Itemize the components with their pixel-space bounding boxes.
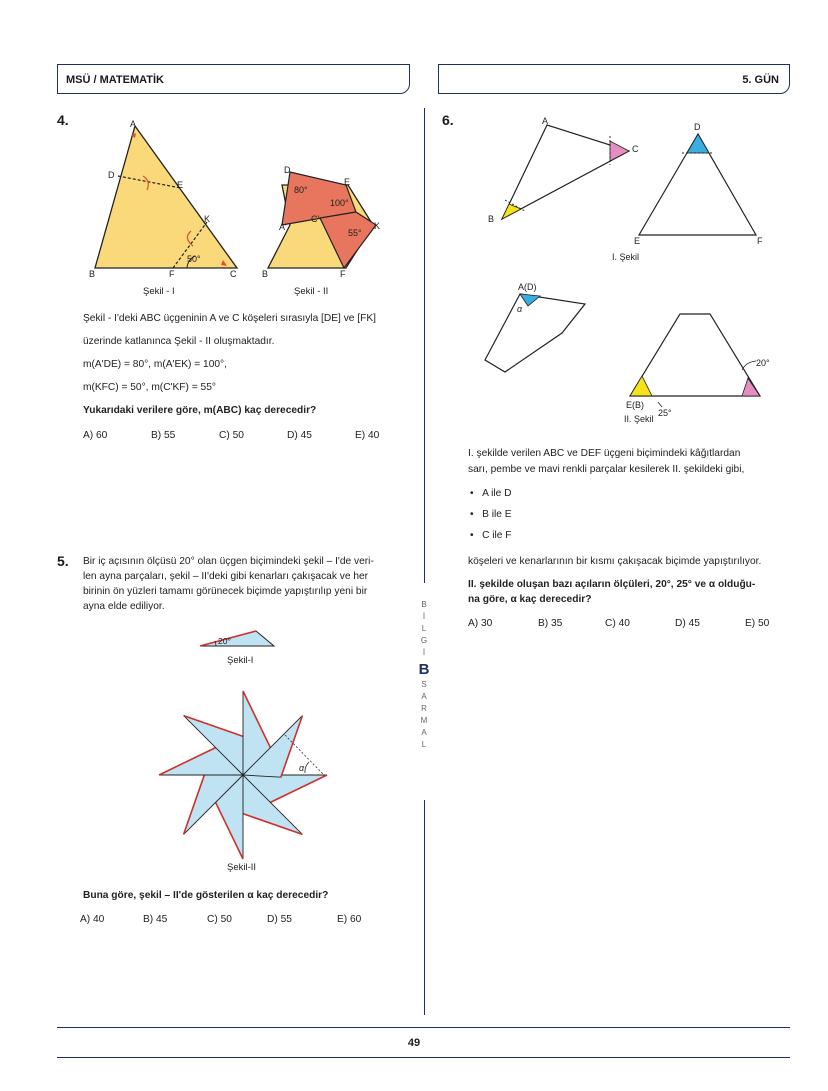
- q5-figure-2: [155, 690, 330, 860]
- q4-option-a[interactable]: A) 60: [83, 430, 108, 441]
- q4-fig2-caption: Şekil - II: [294, 286, 329, 297]
- q6-f1-label-f: F: [757, 236, 763, 246]
- q6-hexagon: [630, 314, 760, 396]
- q6-f1-label-a: A: [542, 116, 549, 126]
- q4-f1-label-b: B: [89, 269, 96, 279]
- q6-figure-1: [484, 114, 774, 266]
- q6-option-b[interactable]: B) 35: [538, 618, 563, 629]
- column-divider-top: [424, 108, 425, 583]
- q6-bullet-3: • C ile F: [470, 530, 512, 541]
- brand-letter: S: [421, 680, 427, 689]
- q6-f2-angle-25: 25°: [658, 408, 672, 418]
- q5-number: 5.: [57, 553, 69, 569]
- q5-star: [159, 691, 327, 859]
- q6-text-line2: sarı, pembe ve mavi renkli parçalar kesilerek II. şekildeki gibi,: [468, 464, 745, 475]
- q5-option-d[interactable]: D) 55: [267, 914, 292, 925]
- q6-number: 6.: [442, 112, 454, 128]
- q4-f1-angle: 50°: [187, 254, 201, 264]
- q6-blue-shape: [485, 294, 585, 372]
- q6-f2-label-ad: A(D): [518, 282, 537, 292]
- q4-text-line4: m(KFC) = 50°, m(C'KF) = 55°: [83, 382, 216, 393]
- q4-f2-angle-100: 100°: [330, 198, 349, 208]
- q6-option-d[interactable]: D) 45: [675, 618, 700, 629]
- q6-bullet-3-text: C ile F: [482, 530, 512, 541]
- brand-letter: İ: [422, 648, 426, 657]
- header-right-title: 5. GÜN: [742, 74, 779, 86]
- q6-question-line1: II. şekilde oluşan bazı açıların ölçüleri, 20°, 25° ve α olduğu-: [468, 579, 756, 590]
- q6-option-c[interactable]: C) 40: [605, 618, 630, 629]
- q4-f2-label-k: K: [374, 221, 381, 231]
- q4-fig1-caption: Şekil - I: [143, 286, 175, 297]
- q4-f1-label-k: K: [204, 214, 211, 224]
- q6-bullet-2-text: B ile E: [482, 509, 512, 520]
- q6-arrow-25: [658, 402, 662, 407]
- q5-f1-angle: 20°: [218, 636, 231, 646]
- q4-f1-label-a: A: [130, 119, 137, 129]
- q5-text-line1: Bir iç açısının ölçüsü 20° olan üçgen biçimindeki şekil – I'de veri-: [83, 556, 374, 567]
- q6-f2-angle-20: 20°: [756, 358, 770, 368]
- q4-f1-label-c: C: [230, 269, 237, 279]
- q4-text-line3: m(A'DE) = 80°, m(A'EK) = 100°,: [83, 359, 227, 370]
- q6-pink-corner: [610, 141, 629, 161]
- q4-option-d[interactable]: D) 45: [287, 430, 312, 441]
- header-left-box: [57, 64, 410, 94]
- brand-letter: A: [421, 692, 427, 701]
- footer-line-bottom: [57, 1057, 790, 1058]
- q5-alpha-arc: [305, 762, 309, 773]
- brand-letter: L: [421, 740, 427, 749]
- brand-letter: G: [420, 636, 428, 645]
- q4-f2-label-f: F: [340, 269, 346, 279]
- q5-text-line2: len ayna parçaları, şekil – II'deki gibi kenarları çakışacak ve her: [83, 571, 369, 582]
- q6-question-line2: na göre, α kaç derecedir?: [468, 594, 592, 605]
- q5-option-c[interactable]: C) 50: [207, 914, 232, 925]
- q4-f1-label-d: D: [108, 170, 115, 180]
- q4-options: [83, 430, 379, 441]
- page-number: 49: [407, 1037, 421, 1049]
- q5-text-line3: birinin ön yüzleri tamamı görünecek biçimde yapıştırılıp yeni bir: [83, 586, 368, 597]
- q6-text-line3: köşeleri ve kenarlarının bir kısmı çakışacak biçimde yapıştırılıyor.: [468, 556, 762, 567]
- brand-letter: A: [421, 728, 427, 737]
- q4-option-b[interactable]: B) 55: [151, 430, 176, 441]
- q4-f2-label-e: E: [344, 177, 351, 187]
- q6-f1-label-d: D: [694, 122, 701, 132]
- q6-arrow-20: [742, 361, 756, 370]
- q4-f1-label-e: E: [177, 180, 184, 190]
- q5-option-b[interactable]: B) 45: [143, 914, 168, 925]
- q6-f1-label-e: E: [634, 236, 641, 246]
- q6-f2-alpha: α: [517, 304, 523, 314]
- header-left-title: MSÜ / MATEMATİK: [66, 74, 164, 86]
- q6-option-a[interactable]: A) 30: [468, 618, 493, 629]
- q6-bullet-1: • A ile D: [470, 488, 512, 499]
- q4-number: 4.: [57, 112, 69, 128]
- q6-option-e[interactable]: E) 50: [745, 618, 770, 629]
- q4-f2-label-d: D: [284, 165, 291, 175]
- brand-logo: B: [418, 661, 430, 678]
- q6-bullet-1-text: A ile D: [482, 488, 512, 499]
- q4-f2-angle-55: 55°: [348, 228, 362, 238]
- q4-option-c[interactable]: C) 50: [219, 430, 244, 441]
- brand-letter: B: [421, 600, 427, 609]
- q5-figure-1: [196, 627, 280, 651]
- q4-f2-angle-80: 80°: [294, 185, 308, 195]
- q5-options: [80, 914, 361, 925]
- q5-option-e[interactable]: E) 60: [337, 914, 362, 925]
- q4-f2-label-a: A': [279, 222, 287, 232]
- q4-figure-2: [258, 160, 393, 280]
- q5-f2-alpha: α: [299, 763, 305, 773]
- q5-fig1-caption: Şekil-I: [227, 655, 254, 666]
- q6-triangle-abc: [502, 125, 629, 219]
- q6-figure-2: [480, 278, 780, 428]
- q6-text-line1: I. şekilde verilen ABC ve DEF üçgeni biçimindeki kâğıtlardan: [468, 448, 741, 459]
- header-right-box: [438, 64, 790, 94]
- q4-f1-label-f: F: [169, 269, 175, 279]
- brand-letter: M: [420, 716, 428, 725]
- q6-bullet-2: • B ile E: [470, 509, 512, 520]
- column-divider-bottom: [424, 800, 425, 1015]
- q5-question: Buna göre, şekil – II'de gösterilen α kaç derecedir?: [83, 890, 329, 901]
- brand-letter: R: [421, 704, 427, 713]
- q5-text-line4: ayna elde ediliyor.: [83, 601, 165, 612]
- q4-triangle-abc: [95, 126, 237, 268]
- q6-blue-corner: [687, 134, 709, 153]
- q4-text-line2: üzerinde katlanınca Şekil - II oluşmaktadır.: [83, 336, 275, 347]
- q4-option-e[interactable]: E) 40: [355, 430, 380, 441]
- q6-options: [468, 618, 769, 629]
- footer-line-top: [57, 1027, 790, 1028]
- side-brand: [418, 600, 430, 749]
- q4-f2-label-b: B: [262, 269, 269, 279]
- q6-f2-caption: II. Şekil: [624, 414, 654, 424]
- q6-f1-caption: I. Şekil: [612, 252, 640, 262]
- q4-f2-label-c: C': [311, 214, 320, 224]
- q6-f1-label-b: B: [488, 214, 495, 224]
- q4-figure-1: [85, 118, 245, 280]
- brand-letter: L: [421, 624, 427, 633]
- q4-text-line1: Şekil - I'deki ABC üçgeninin A ve C köşeleri sırasıyla [DE] ve [FK]: [83, 313, 376, 324]
- q6-f2-label-eb: E(B): [626, 400, 644, 410]
- brand-letter: İ: [422, 612, 426, 621]
- q4-question: Yukarıdaki verilere göre, m(ABC) kaç derecedir?: [83, 405, 317, 416]
- q5-option-a[interactable]: A) 40: [80, 914, 105, 925]
- q6-f1-label-c: C: [632, 144, 639, 154]
- q5-fig2-caption: Şekil-II: [227, 862, 257, 873]
